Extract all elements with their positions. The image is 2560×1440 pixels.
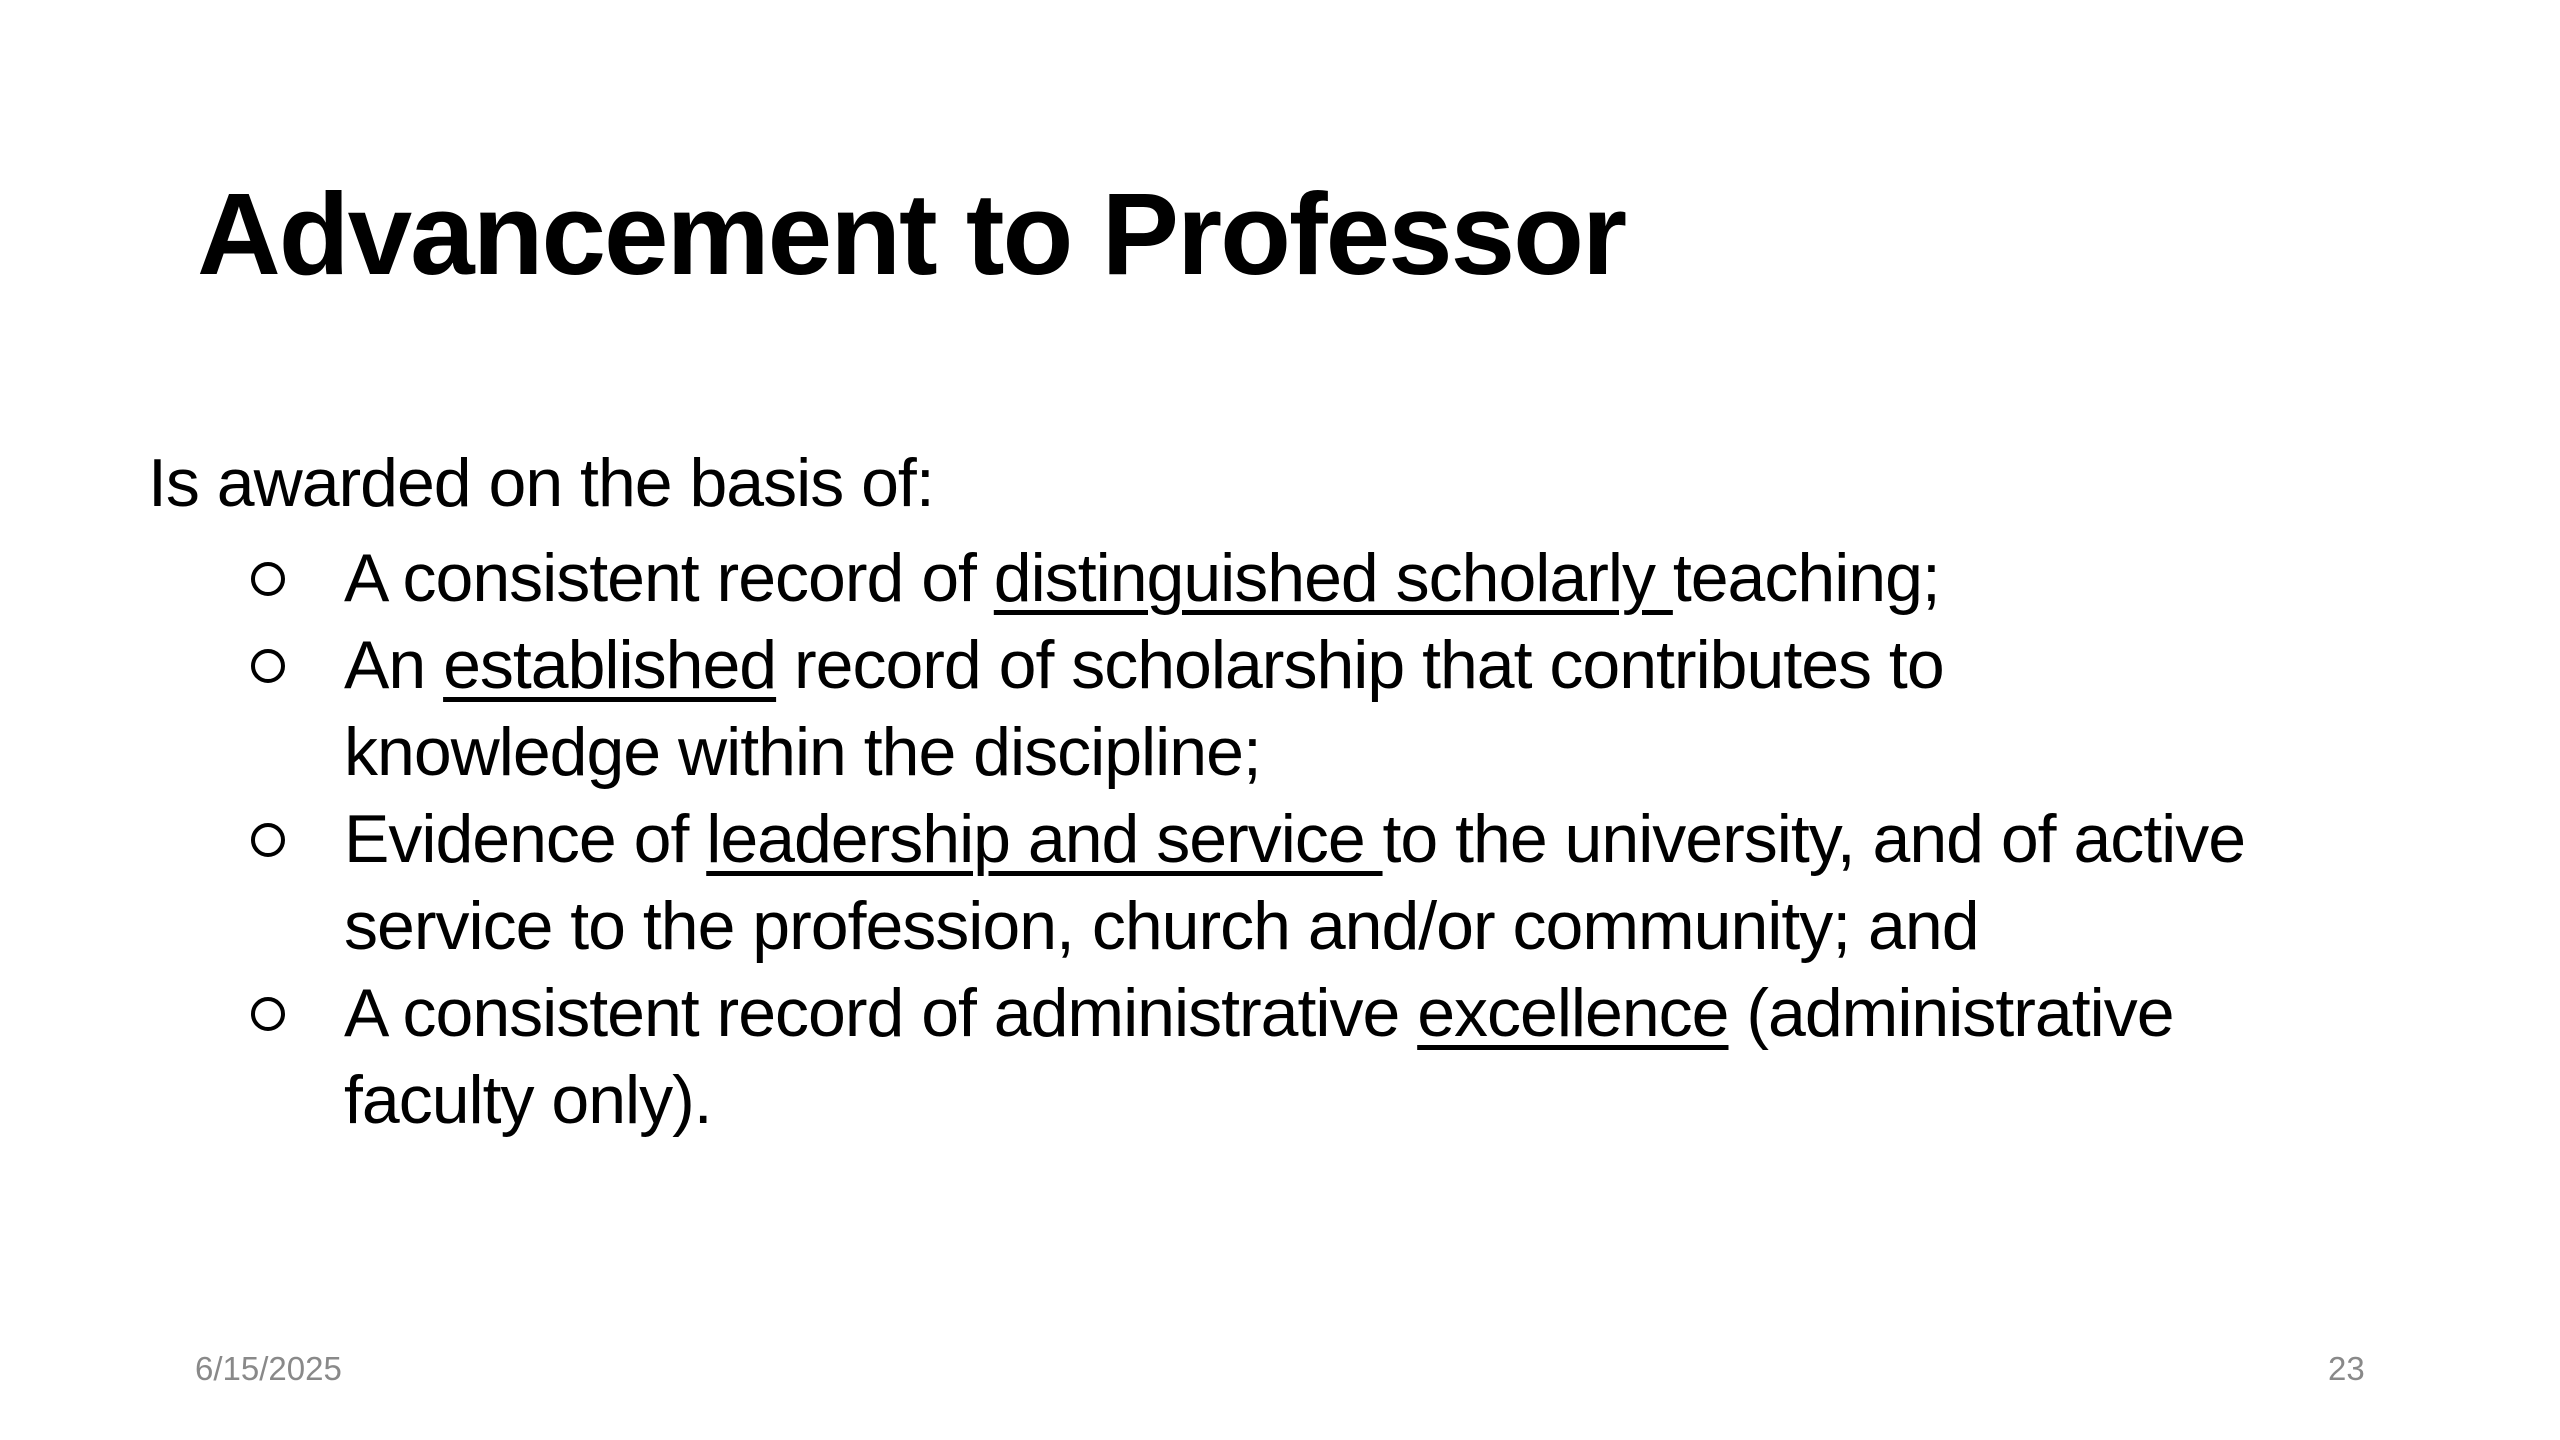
underlined-phrase: distinguished scholarly <box>993 540 1673 616</box>
bullet-list <box>148 535 2528 1144</box>
text-segment: knowledge within the discipline; <box>344 714 1261 790</box>
text-segment: A consistent record of administrative <box>344 975 1418 1051</box>
bullet-item <box>148 535 2528 622</box>
bullet-marker-cell <box>148 622 344 683</box>
text-segment: to the university, and of active <box>1382 801 2246 877</box>
text-segment: record of scholarship that contributes to <box>776 627 1944 703</box>
bullet-item <box>148 796 2528 970</box>
bullet-marker-cell <box>148 535 344 596</box>
bullet-text-line <box>344 883 2245 970</box>
bullet-text <box>344 535 1940 622</box>
slide-number: 23 <box>2328 1350 2365 1387</box>
bullet-text-line <box>344 622 1944 709</box>
bullet-text-line <box>344 709 1944 796</box>
underlined-phrase: established <box>443 627 777 703</box>
bullet-item <box>148 970 2528 1144</box>
bullet-text-line <box>344 970 2174 1057</box>
footer-date: 6/15/2025 <box>195 1350 342 1387</box>
bullet-text-line <box>344 1057 2174 1144</box>
bullet-text <box>344 970 2174 1144</box>
bullet-circle-icon <box>251 823 285 857</box>
bullet-circle-icon <box>251 649 285 683</box>
bullet-text <box>344 796 2245 970</box>
text-segment: An <box>344 627 444 703</box>
text-segment: service to the profession, church and/or community; and <box>344 888 1979 964</box>
underlined-phrase: leadership and service <box>706 801 1383 877</box>
bullet-circle-icon <box>251 997 285 1031</box>
bullet-marker-cell <box>148 796 344 857</box>
underlined-phrase: excellence <box>1417 975 1729 1051</box>
text-segment: A consistent record of <box>344 540 994 616</box>
bullet-text-line <box>344 796 2245 883</box>
text-segment: teaching; <box>1672 540 1940 616</box>
bullet-circle-icon <box>251 562 285 596</box>
text-segment: (administrative <box>1728 975 2174 1051</box>
bullet-item <box>148 622 2528 796</box>
slide-title: Advancement to Professor <box>197 169 1626 299</box>
bullet-text <box>344 622 1944 796</box>
bullet-text-line <box>344 535 1940 622</box>
text-segment: Evidence of <box>344 801 707 877</box>
text-segment: faculty only). <box>344 1062 712 1138</box>
intro-line: Is awarded on the basis of: <box>148 445 934 521</box>
body-text-block <box>148 440 2528 1144</box>
bullet-marker-cell <box>148 970 344 1031</box>
